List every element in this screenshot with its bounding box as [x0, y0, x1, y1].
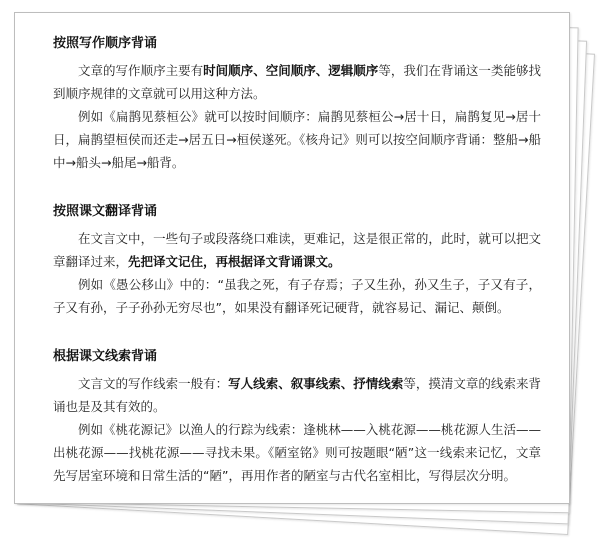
emphasis-text: 时间顺序、空间顺序、逻辑顺序: [203, 63, 379, 78]
section-writing-order: [53, 35, 541, 174]
section-paragraph: 在文言文中，一些句子或段落绕口难读，更难记，这是很正常的，此时，就可以把文章翻译过来，先把译文记住，再根据译文背诵课文。: [53, 231, 541, 269]
section-heading: 按照写作顺序背诵: [53, 36, 158, 51]
section-example: 例如《扁鹊见蔡桓公》就可以按时间顺序：扁鹊见蔡桓公→居十日，扁鹊复见→居十日，扁鹊望桓侯而还走→居五日→桓侯遂死。《核舟记》则可以按空间顺序背诵：整船→船中→船头→船尾→船背。: [53, 109, 541, 170]
section-translation: [53, 203, 541, 319]
section-paragraph: 文章的写作顺序主要有时间顺序、空间顺序、逻辑顺序等，我们在背诵这一类能够找到顺序规律的文章就可以用这种方法。: [53, 63, 541, 101]
emphasis-text: 写人线索、叙事线索、抒情线索: [228, 376, 404, 391]
section-example: 例如《桃花源记》以渔人的行踪为线索：逢桃林——入桃花源——桃花源人生活——出桃花源——找桃花源——寻找未果。《陋室铭》则可按题眼“陋”这一线索来记忆，文章先写居室环境和日常生活的“陋”，再用作者的陋室与古代名室相比，写得层次分明。: [53, 422, 541, 483]
section-heading: 根据课文线索背诵: [53, 349, 158, 364]
document-page: [14, 12, 570, 504]
section-clues: [53, 348, 541, 487]
section-paragraph: 文言文的写作线索一般有：写人线索、叙事线索、抒情线索等，摸清文章的线索来背诵也是及其有效的。: [53, 376, 541, 414]
section-heading: 按照课文翻译背诵: [53, 204, 158, 219]
section-example: 例如《愚公移山》中的：“虽我之死，有子存焉；子又生孙，孙又生子，子又有子，子又有孙，子子孙孙无穷尽也”，如果没有翻译死记硬背，就容易记、漏记、颠倒。: [53, 277, 541, 315]
emphasis-text: 先把译文记住，再根据译文背诵课文。: [128, 254, 341, 269]
